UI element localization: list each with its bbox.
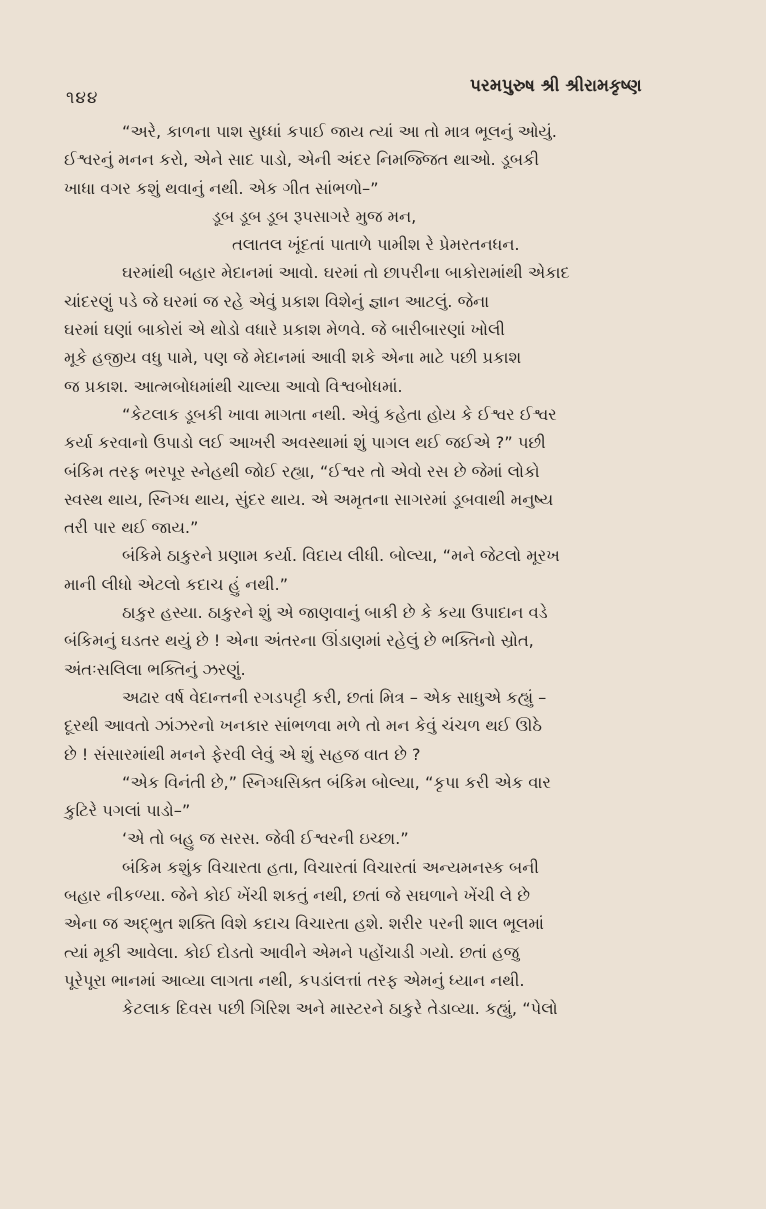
text-line: ‘એ તો બહુ જ સરસ. જેવી ઈશ્વરની ઇચ્છા.” (122, 829, 409, 849)
page-number: ૧૪૪ (66, 88, 99, 108)
text-line: કેટલાક દિવસ પછી ગિરિશ અને માસ્ટરને ઠાકુરે તેડાવ્યા. કહ્યું, “પેલો (122, 999, 558, 1019)
body-text (64, 118, 724, 1024)
text-line: માની લીધો એટલો કદાચ હું નથી.” (64, 574, 289, 594)
text-line: જ પ્રકાશ. આત્મબોધમાંથી ચાલ્યા આવો વિશ્વબોધમાં. (64, 376, 403, 396)
text-line: તરી પાર થઈ જાય.” (64, 518, 199, 538)
text-line: ઠાકુર હસ્યા. ઠાકુરને શું એ જાણવાનું બાકી છે કે કયા ઉપાદાન વડે (122, 603, 548, 623)
running-title: પરમપુરુષ શ્રી શ્રીરામકૃષ્ણ (470, 76, 642, 96)
text-line: ઘરમાંથી બહાર મેદાનમાં આવો. ઘરમાં તો છાપરીના બાકોરામાંથી એકાદ (122, 263, 570, 283)
text-line: બંકિમ તરફ ભરપૂર સ્નેહથી જોઈ રહ્યા, “ઈશ્વર તો એવો રસ છે જેમાં લોકો (64, 461, 540, 481)
text-line: “કેટલાક ડૂબકી ખાવા માગતા નથી. એવું કહેતા હોય કે ઈશ્વર ઈશ્વર (122, 404, 557, 424)
text-line: અઢાર વર્ષ વેદાન્તની રગડપટ્ટી કરી, છતાં મિત્ર – એક સાધુએ કહ્યું – (122, 687, 547, 707)
text-line: સ્વસ્થ થાય, સ્નિગ્ધ થાય, સુંદર થાય. એ અમૃતના સાગરમાં ડૂબવાથી મનુષ્ય (64, 489, 554, 509)
text-line: ત્યાં મૂકી આવેલા. કોઈ દોડતો આવીને એમને પહોંચાડી ગયો. છતાં હજુ (64, 942, 520, 962)
text-line: પૂરેપૂરા ભાનમાં આવ્યા લાગતા નથી, કપડાંલત્તાં તરફ એમનું ધ્યાન નથી. (64, 970, 525, 990)
text-line: ઘરમાં ઘણાં બાકોરાં એ થોડો વધારે પ્રકાશ મેળવે. જે બારીબારણાં ખોલી (64, 320, 505, 340)
text-line: બંકિમનું ઘડતર થયું છે ! એના અંતરના ઊંડાણમાં રહેલું છે ભક્તિનો સ્રોત, (64, 631, 534, 651)
text-line: ખાધા વગર કશું થવાનું નથી. એક ગીત સાંભળો–” (64, 178, 379, 198)
text-line: ચાંદરણું પડે જે ઘરમાં જ રહે એવું પ્રકાશ વિશેનું જ્ઞાન આટલું. જેના (64, 291, 490, 311)
text-line: બહાર નીકળ્યા. જેને કોઈ ખેંચી શકતું નથી, છતાં જે સઘળાને ખેંચી લે છે (64, 886, 530, 906)
text-line: મૂકે હજીય વધુ પામે, પણ જે મેદાનમાં આવી શકે એના માટે પછી પ્રકાશ (64, 348, 522, 368)
text-line: બંકિમે ઠાકુરને પ્રણામ કર્યા. વિદાય લીધી. બોલ્યા, “મને જેટલો મૂરખ (122, 546, 560, 566)
verse-line: ડૂબ ડૂબ ડૂબ રૂપસાગરે મુજ મન, (212, 206, 417, 226)
text-line: કુટિરે પગલાં પાડો–” (64, 801, 191, 821)
text-line: છે ! સંસારમાંથી મનને ફેરવી લેવું એ શું સહજ વાત છે ? (64, 744, 421, 764)
text-line: એના જ અદ્ભુત શક્તિ વિશે કદાચ વિચારતા હશે. શરીર પરની શાલ ભૂલમાં (64, 914, 544, 934)
text-line: “અરે, કાળના પાશ સુધ્ધાં કપાઈ જાય ત્યાં આ તો માત્ર ભૂલનું ઓયું. (122, 122, 557, 141)
text-line: દૂરથી આવતો ઝાંઝરનો ખનકાર સાંભળવા મળે તો મન કેવું ચંચળ થઈ ઊઠે (64, 716, 542, 736)
text-line: “એક વિનંતી છે,” સ્નિગ્ધસિક્ત બંકિમ બોલ્યા, “કૃપા કરી એક વાર (122, 772, 551, 792)
text-line: ઈશ્વરનું મનન કરો, એને સાદ પાડો, એની અંદર નિમજ્જિત થાઓ. ડૂબકી (64, 150, 540, 170)
text-line: કર્યા કરવાનો ઉપાડો લઈ આખરી અવસ્થામાં શું પાગલ થઈ જઈએ ?” પછી (64, 433, 546, 453)
verse-line: તલાતલ ખૂંદતાં પાતાળે પામીશ રે પ્રેમરતનધન. (232, 235, 520, 255)
text-line: બંકિમ કશુંક વિચારતા હતા, વિચારતાં વિચારતાં અન્યમનસ્ક બની (122, 857, 539, 877)
text-line: અંતઃસલિલા ભક્તિનું ઝરણું. (64, 659, 246, 679)
